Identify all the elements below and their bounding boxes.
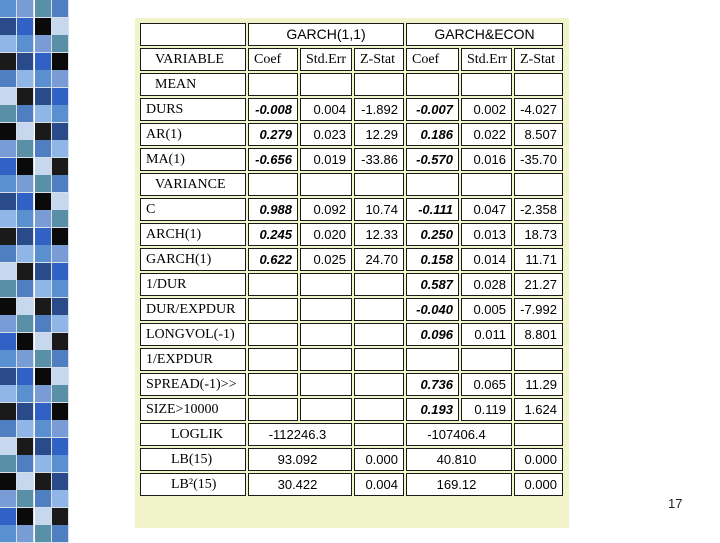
strip-square — [0, 438, 17, 456]
coef-value: 0.245 — [248, 223, 298, 246]
strip-square — [35, 420, 52, 438]
model1-statistic: -112246.3 — [248, 423, 352, 446]
coef-value: -0.570 — [406, 148, 459, 171]
section-variance: VARIANCE — [140, 173, 246, 196]
empty-cell — [354, 173, 404, 196]
strip-square — [52, 228, 69, 246]
strip-square — [52, 473, 69, 491]
column-header: Coef — [406, 48, 459, 71]
strip-square — [0, 315, 17, 333]
model1-statistic: 30.422 — [248, 473, 352, 496]
strip-square — [35, 105, 52, 123]
strip-square — [52, 315, 69, 333]
strip-square — [17, 210, 34, 228]
stat-value: 0.025 — [300, 248, 352, 271]
empty-cell — [300, 73, 352, 96]
strip-square — [17, 298, 34, 316]
stat-value: -1.892 — [354, 98, 404, 121]
strip-square — [52, 0, 69, 18]
strip-square — [17, 473, 34, 491]
stat-value: 0.119 — [461, 398, 512, 421]
stat-value: 1.624 — [514, 398, 563, 421]
stat-value — [300, 273, 352, 296]
stat-value: 0.004 — [300, 98, 352, 121]
strip-square — [17, 490, 34, 508]
strip-square — [0, 350, 17, 368]
row-label: C — [140, 198, 246, 221]
row-label: ARCH(1) — [140, 223, 246, 246]
stat-label: LB(15) — [140, 448, 246, 471]
strip-square — [35, 333, 52, 351]
stat-value: 0.020 — [300, 223, 352, 246]
stat-value — [300, 398, 352, 421]
model2-statistic: -107406.4 — [406, 423, 512, 446]
coef-value: 0.158 — [406, 248, 459, 271]
column-header: Z-Stat — [354, 48, 404, 71]
strip-square — [35, 18, 52, 36]
stat-value: 0.002 — [461, 98, 512, 121]
strip-square — [17, 280, 34, 298]
strip-square — [17, 193, 34, 211]
strip-square — [35, 438, 52, 456]
stat-value: 0.028 — [461, 273, 512, 296]
strip-square — [52, 210, 69, 228]
stat-value — [354, 348, 404, 371]
strip-square — [35, 210, 52, 228]
strip-square — [0, 333, 17, 351]
strip-square — [52, 35, 69, 53]
strip-square — [52, 333, 69, 351]
strip-square — [35, 350, 52, 368]
strip-square — [17, 123, 34, 141]
column-header: Coef — [248, 48, 298, 71]
strip-square — [52, 140, 69, 158]
stat-value — [300, 348, 352, 371]
stat-value: 0.011 — [461, 323, 512, 346]
strip-square — [52, 18, 69, 36]
strip-square — [52, 420, 69, 438]
empty-cell — [461, 73, 512, 96]
strip-square — [35, 245, 52, 263]
stat-value: 0.023 — [300, 123, 352, 146]
coef-value: 0.988 — [248, 198, 298, 221]
row-label: LONGVOL(-1) — [140, 323, 246, 346]
strip-square — [35, 228, 52, 246]
strip-square — [35, 385, 52, 403]
strip-square — [0, 385, 17, 403]
stat-label: LB²(15) — [140, 473, 246, 496]
strip-square — [52, 438, 69, 456]
strip-square — [17, 385, 34, 403]
stat-value: -2.358 — [514, 198, 563, 221]
strip-square — [0, 525, 17, 543]
model2-pvalue: 0.000 — [514, 473, 563, 496]
strip-square — [17, 70, 34, 88]
coef-value — [248, 273, 298, 296]
strip-square — [35, 298, 52, 316]
stat-value: 0.014 — [461, 248, 512, 271]
coef-value — [248, 298, 298, 321]
empty-cell — [300, 173, 352, 196]
model2-header: GARCH&ECON — [406, 23, 563, 46]
strip-square — [52, 158, 69, 176]
coef-value — [248, 323, 298, 346]
strip-square — [0, 420, 17, 438]
strip-square — [0, 193, 17, 211]
strip-square — [52, 193, 69, 211]
strip-square — [0, 123, 17, 141]
strip-square — [52, 455, 69, 473]
strip-square — [0, 508, 17, 526]
strip-square — [17, 508, 34, 526]
strip-square — [17, 420, 34, 438]
strip-square — [17, 245, 34, 263]
stat-value: 24.70 — [354, 248, 404, 271]
coef-value: -0.040 — [406, 298, 459, 321]
empty-cell — [461, 173, 512, 196]
stat-value: -35.70 — [514, 148, 563, 171]
strip-square — [35, 53, 52, 71]
coef-value: 0.186 — [406, 123, 459, 146]
empty-cell — [406, 173, 459, 196]
model1-pvalue — [354, 423, 404, 446]
coef-value: -0.656 — [248, 148, 298, 171]
strip-square — [0, 368, 17, 386]
coef-value — [248, 348, 298, 371]
stat-value: 0.013 — [461, 223, 512, 246]
strip-square — [17, 140, 34, 158]
row-label: MA(1) — [140, 148, 246, 171]
strip-square — [35, 0, 52, 18]
coef-value — [248, 398, 298, 421]
stat-value: 11.29 — [514, 373, 563, 396]
strip-square — [35, 158, 52, 176]
strip-square — [0, 175, 17, 193]
strip-square — [52, 53, 69, 71]
strip-square — [17, 525, 34, 543]
coef-value: 0.622 — [248, 248, 298, 271]
strip-square — [52, 280, 69, 298]
strip-square — [35, 123, 52, 141]
strip-square — [17, 35, 34, 53]
model1-header: GARCH(1,1) — [248, 23, 404, 46]
stat-value: 12.29 — [354, 123, 404, 146]
strip-square — [0, 210, 17, 228]
empty-cell — [406, 73, 459, 96]
strip-square — [52, 490, 69, 508]
empty-cell — [248, 173, 298, 196]
stat-value — [300, 373, 352, 396]
strip-square — [17, 228, 34, 246]
slide-number: 17 — [668, 496, 683, 511]
strip-square — [52, 88, 69, 106]
strip-square — [17, 88, 34, 106]
strip-square — [0, 245, 17, 263]
coef-value: 0.279 — [248, 123, 298, 146]
strip-square — [35, 455, 52, 473]
regression-table — [135, 18, 569, 508]
strip-square — [0, 158, 17, 176]
strip-square — [17, 315, 34, 333]
strip-square — [0, 88, 17, 106]
strip-square — [52, 385, 69, 403]
strip-square — [0, 263, 17, 281]
strip-square — [17, 175, 34, 193]
strip-square — [17, 0, 34, 18]
strip-square — [0, 490, 17, 508]
strip-square — [0, 140, 17, 158]
strip-square — [17, 350, 34, 368]
strip-square — [35, 35, 52, 53]
strip-square — [17, 53, 34, 71]
coef-value: -0.111 — [406, 198, 459, 221]
stat-value — [514, 348, 563, 371]
model1-statistic: 93.092 — [248, 448, 352, 471]
strip-square — [0, 298, 17, 316]
coef-value: 0.250 — [406, 223, 459, 246]
stat-value — [354, 323, 404, 346]
strip-square — [52, 245, 69, 263]
empty-cell — [354, 73, 404, 96]
strip-square — [35, 70, 52, 88]
strip-square — [17, 438, 34, 456]
coef-value — [406, 348, 459, 371]
stat-value: 21.27 — [514, 273, 563, 296]
strip-square — [52, 105, 69, 123]
strip-square — [35, 368, 52, 386]
column-header: Std.Err — [461, 48, 512, 71]
strip-square — [17, 263, 34, 281]
row-label: DURS — [140, 98, 246, 121]
model1-pvalue: 0.004 — [354, 473, 404, 496]
strip-square — [52, 368, 69, 386]
stat-value: 8.507 — [514, 123, 563, 146]
strip-square — [52, 70, 69, 88]
row-label: 1/EXPDUR — [140, 348, 246, 371]
strip-square — [0, 35, 17, 53]
model2-statistic: 40.810 — [406, 448, 512, 471]
strip-square — [52, 123, 69, 141]
column-header: Z-Stat — [514, 48, 563, 71]
strip-square — [17, 158, 34, 176]
strip-square — [0, 403, 17, 421]
strip-square — [17, 368, 34, 386]
stat-value — [354, 398, 404, 421]
section-mean: MEAN — [140, 73, 246, 96]
row-label: GARCH(1) — [140, 248, 246, 271]
stat-value: 0.019 — [300, 148, 352, 171]
stat-label: LOGLIK — [140, 423, 246, 446]
stat-value: 0.065 — [461, 373, 512, 396]
row-label: DUR/EXPDUR — [140, 298, 246, 321]
row-label: SPREAD(-1)>> — [140, 373, 246, 396]
strip-square — [52, 263, 69, 281]
coef-value: 0.736 — [406, 373, 459, 396]
strip-square — [35, 193, 52, 211]
strip-square — [0, 228, 17, 246]
strip-square — [0, 280, 17, 298]
strip-square — [35, 315, 52, 333]
empty-cell — [248, 73, 298, 96]
stat-value: 0.016 — [461, 148, 512, 171]
coef-value: 0.193 — [406, 398, 459, 421]
strip-square — [35, 280, 52, 298]
coef-value: -0.007 — [406, 98, 459, 121]
stat-value: 0.022 — [461, 123, 512, 146]
stat-value: 10.74 — [354, 198, 404, 221]
column-header: Std.Err — [300, 48, 352, 71]
stat-value: 0.047 — [461, 198, 512, 221]
strip-square — [17, 403, 34, 421]
stat-value: 0.092 — [300, 198, 352, 221]
strip-square — [0, 473, 17, 491]
strip-square — [52, 508, 69, 526]
coef-value: -0.008 — [248, 98, 298, 121]
stat-value: 18.73 — [514, 223, 563, 246]
strip-square — [52, 525, 69, 543]
stat-value: 12.33 — [354, 223, 404, 246]
model2-pvalue — [514, 423, 563, 446]
stat-value: 0.005 — [461, 298, 512, 321]
empty-cell — [514, 73, 563, 96]
strip-square — [35, 403, 52, 421]
empty-cell — [514, 173, 563, 196]
stat-value: 8.801 — [514, 323, 563, 346]
row-label: AR(1) — [140, 123, 246, 146]
strip-square — [35, 490, 52, 508]
strip-square — [52, 175, 69, 193]
strip-square — [35, 473, 52, 491]
model2-pvalue: 0.000 — [514, 448, 563, 471]
strip-square — [35, 525, 52, 543]
coef-value: 0.096 — [406, 323, 459, 346]
strip-square — [35, 175, 52, 193]
row-label: 1/DUR — [140, 273, 246, 296]
strip-square — [17, 105, 34, 123]
strip-square — [0, 105, 17, 123]
strip-square — [0, 70, 17, 88]
row-label: SIZE>10000 — [140, 398, 246, 421]
strip-square — [0, 0, 17, 18]
stat-value — [461, 348, 512, 371]
stat-value: -33.86 — [354, 148, 404, 171]
column-header: VARIABLE — [140, 48, 246, 71]
results-panel — [135, 18, 569, 528]
stat-value — [300, 298, 352, 321]
stat-value — [300, 323, 352, 346]
stat-value: -7.992 — [514, 298, 563, 321]
stat-value — [354, 373, 404, 396]
corner-cell — [140, 23, 246, 46]
strip-square — [52, 350, 69, 368]
strip-square — [17, 18, 34, 36]
model2-statistic: 169.12 — [406, 473, 512, 496]
decorative-strip — [0, 0, 70, 540]
strip-square — [35, 263, 52, 281]
coef-value — [248, 373, 298, 396]
strip-square — [35, 88, 52, 106]
model1-pvalue: 0.000 — [354, 448, 404, 471]
strip-square — [52, 298, 69, 316]
strip-square — [17, 333, 34, 351]
stat-value: 11.71 — [514, 248, 563, 271]
strip-square — [17, 455, 34, 473]
strip-square — [0, 18, 17, 36]
stat-value: -4.027 — [514, 98, 563, 121]
strip-square — [0, 455, 17, 473]
stat-value — [354, 298, 404, 321]
strip-square — [52, 403, 69, 421]
strip-square — [35, 140, 52, 158]
stat-value — [354, 273, 404, 296]
coef-value: 0.587 — [406, 273, 459, 296]
strip-square — [35, 508, 52, 526]
strip-square — [0, 53, 17, 71]
